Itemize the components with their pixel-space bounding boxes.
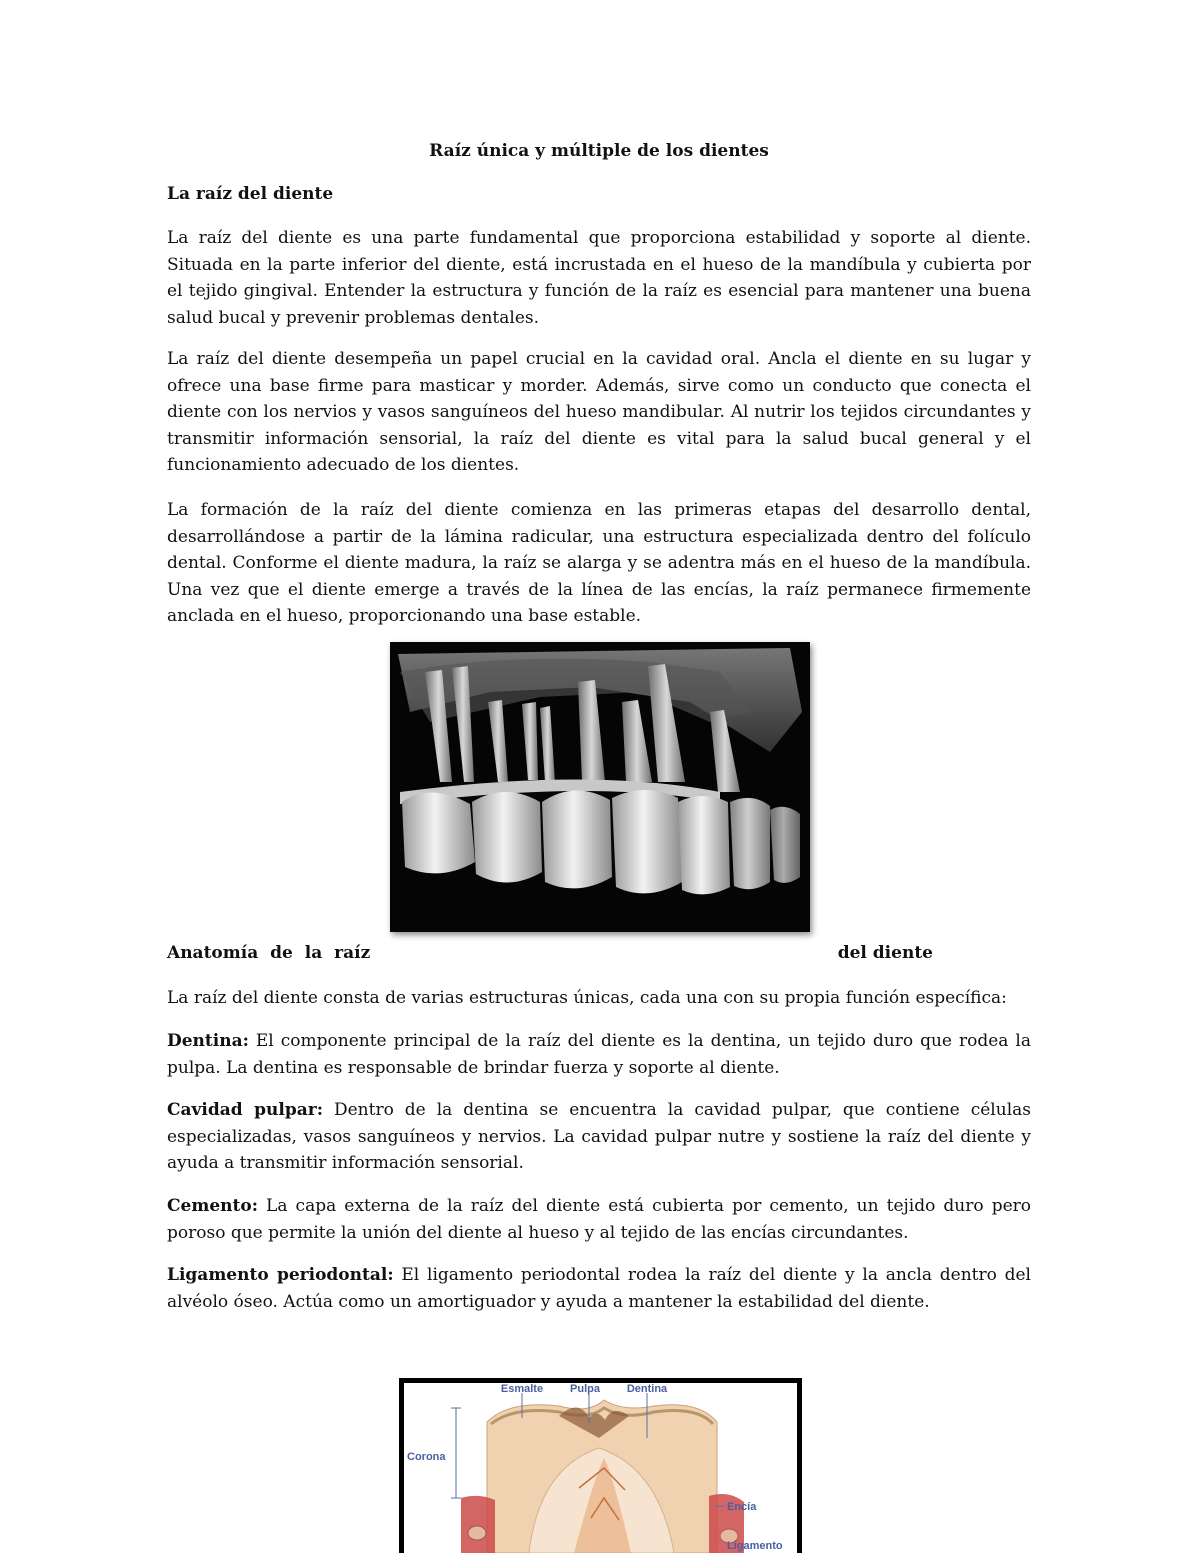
label-encia: Encía — [727, 1501, 757, 1513]
term-ligamento — [167, 1262, 1031, 1315]
paragraph-2: La raíz del diente desempeña un papel crucial en la cavidad oral. Ancla el diente en su lugar y ofrece una base firme para masticar y morder. Además, sirve como un conducto que conecta el diente con los nervios y vasos sanguíneos del hueso mandibular. Al nutrir los tejidos circundantes y transmitir información sensorial, la raíz del diente es vital para la salud bucal general y el funcionamiento adecuado de los dientes. — [167, 349, 1031, 476]
term-label: Dentina: — [167, 1031, 249, 1051]
label-pulpa: Pulpa — [570, 1383, 600, 1395]
anatomy-heading-right: del diente — [837, 943, 933, 963]
term-dentina — [167, 1028, 1031, 1081]
term-label: Ligamento periodontal: — [167, 1265, 394, 1285]
term-text: El componente principal de la raíz del diente es la dentina, un tejido duro que rodea la pulpa. La dentina es responsable de brindar fuerza y soporte al diente. — [167, 1031, 1031, 1078]
section-heading-root: La raíz del diente — [167, 184, 334, 204]
tooth-anatomy-diagram — [399, 1378, 802, 1553]
label-esmalte: Esmalte — [500, 1383, 544, 1395]
term-text: Dentro de la dentina se encuentra la cavidad pulpar, que contiene células especializadas, vasos sanguíneos y nervios. La cavidad pulpar nutre y sostiene la raíz del diente y ayuda a transmitir información sensorial. — [167, 1100, 1031, 1174]
term-label: Cavidad pulpar: — [167, 1100, 323, 1120]
term-cemento — [167, 1193, 1031, 1246]
term-text: La capa externa de la raíz del diente está cubierta por cemento, un tejido duro pero poroso que permite la unión del diente al hueso y al tejido de las encías circundantes. — [167, 1196, 1031, 1243]
term-label: Cemento: — [167, 1196, 258, 1216]
paragraph-1: La raíz del diente es una parte fundamental que proporciona estabilidad y soporte al diente. Situada en la parte inferior del diente, está incrustada en el hueso de la mandíbula y cubierta por el tejido gingival. Entender la estructura y función de la raíz es esencial para mantener una buena salud bucal y prevenir problemas dentales. — [167, 228, 1031, 328]
anatomy-intro: La raíz del diente consta de varias estructuras únicas, cada una con su propia función específica: — [167, 988, 1007, 1008]
paragraph-3: La formación de la raíz del diente comienza en las primeras etapas del desarrollo dental, desarrollándose a partir de la lámina radicular, una estructura especializada dentro del folículo dental. Conforme el diente madura, la raíz se alarga y se adentra más en el hueso de la mandíbula. Una vez que el diente emerge a través de la línea de las encías, la raíz permanece firmemente anclada en el hueso, proporcionando una base estable. — [167, 500, 1031, 627]
teeth-roots-photo — [390, 642, 810, 932]
label-ligamento: Ligamento — [727, 1540, 783, 1552]
term-text: El ligamento periodontal rodea la raíz del diente y la ancla dentro del alvéolo óseo. Actúa como un amortiguador y ayuda a mantener la estabilidad del diente. — [167, 1265, 1031, 1312]
label-dentina: Dentina — [626, 1383, 668, 1395]
term-cavidad-pulpar — [167, 1097, 1031, 1177]
label-corona: Corona — [407, 1451, 446, 1463]
anatomy-heading-left: Anatomía de la raíz — [167, 943, 371, 963]
page-title: Raíz única y múltiple de los dientes — [429, 141, 769, 161]
